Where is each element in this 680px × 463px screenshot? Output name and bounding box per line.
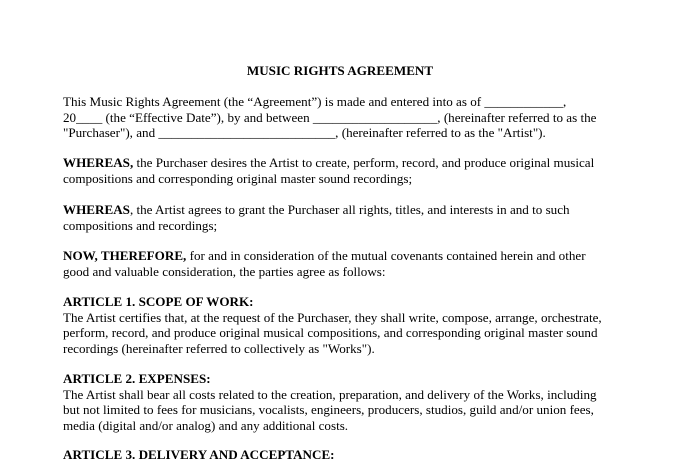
article-1-section [63,294,623,356]
paragraph-line [63,155,623,171]
intro-line: "Purchaser"), and ___________________________, (hereinafter referred to as the "Artist"). [63,125,546,141]
now-therefore-paragraph [63,248,623,279]
paragraph-line: perform, record, and produce original musical compositions, and corresponding original master sound [63,325,598,341]
paragraph-text: for and in consideration of the mutual covenants contained herein and other [186,248,586,263]
article-2-heading: ARTICLE 2. EXPENSES: [63,371,211,386]
paragraph-line: media (digital and/or analog) and any additional costs. [63,417,349,433]
intro-line: This Music Rights Agreement (the “Agreement”) is made and entered into as of ____________, [63,94,567,109]
article-1-heading: ARTICLE 1. SCOPE OF WORK: [63,294,254,309]
article-3-section [63,447,623,463]
article-2-section [63,371,623,433]
whereas-paragraph-1 [63,155,623,186]
whereas-paragraph-2 [63,202,623,233]
paragraph-text: the Purchaser desires the Artist to create, perform, record, and produce original musical [133,155,595,170]
paragraph-line: recordings (hereinafter referred to collectively as "Works"). [63,340,375,356]
whereas-lead: WHEREAS [63,202,130,217]
paragraph-line: The Artist shall bear all costs related to the creation, preparation, and delivery of the Works, including [63,386,597,402]
intro-paragraph [63,94,623,141]
paragraph-line [63,248,623,264]
whereas-lead: WHEREAS, [63,155,134,170]
paragraph-line: but not limited to fees for musicians, vocalists, engineers, producers, studios, guild and/or union fees, [63,402,594,418]
article-3-heading: ARTICLE 3. DELIVERY AND ACCEPTANCE: [63,447,335,462]
paragraph-line: compositions and corresponding original master sound recordings; [63,170,413,186]
now-therefore-lead: NOW, THEREFORE, [63,248,187,263]
intro-line: 20____ (the “Effective Date”), by and between ___________________, (hereinafter referred to as the [63,109,597,125]
document-title: MUSIC RIGHTS AGREEMENT [246,63,434,78]
paragraph-line: good and valuable consideration, the parties agree as follows: [63,263,386,279]
paragraph-line [63,202,623,218]
paragraph-line: compositions and recordings; [63,217,218,233]
paragraph-text: , the Artist agrees to grant the Purchaser all rights, titles, and interests in and to such [129,202,570,217]
paragraph-line: The Artist certifies that, at the request of the Purchaser, they shall write, compose, arrange, orchestrate, [63,309,602,325]
